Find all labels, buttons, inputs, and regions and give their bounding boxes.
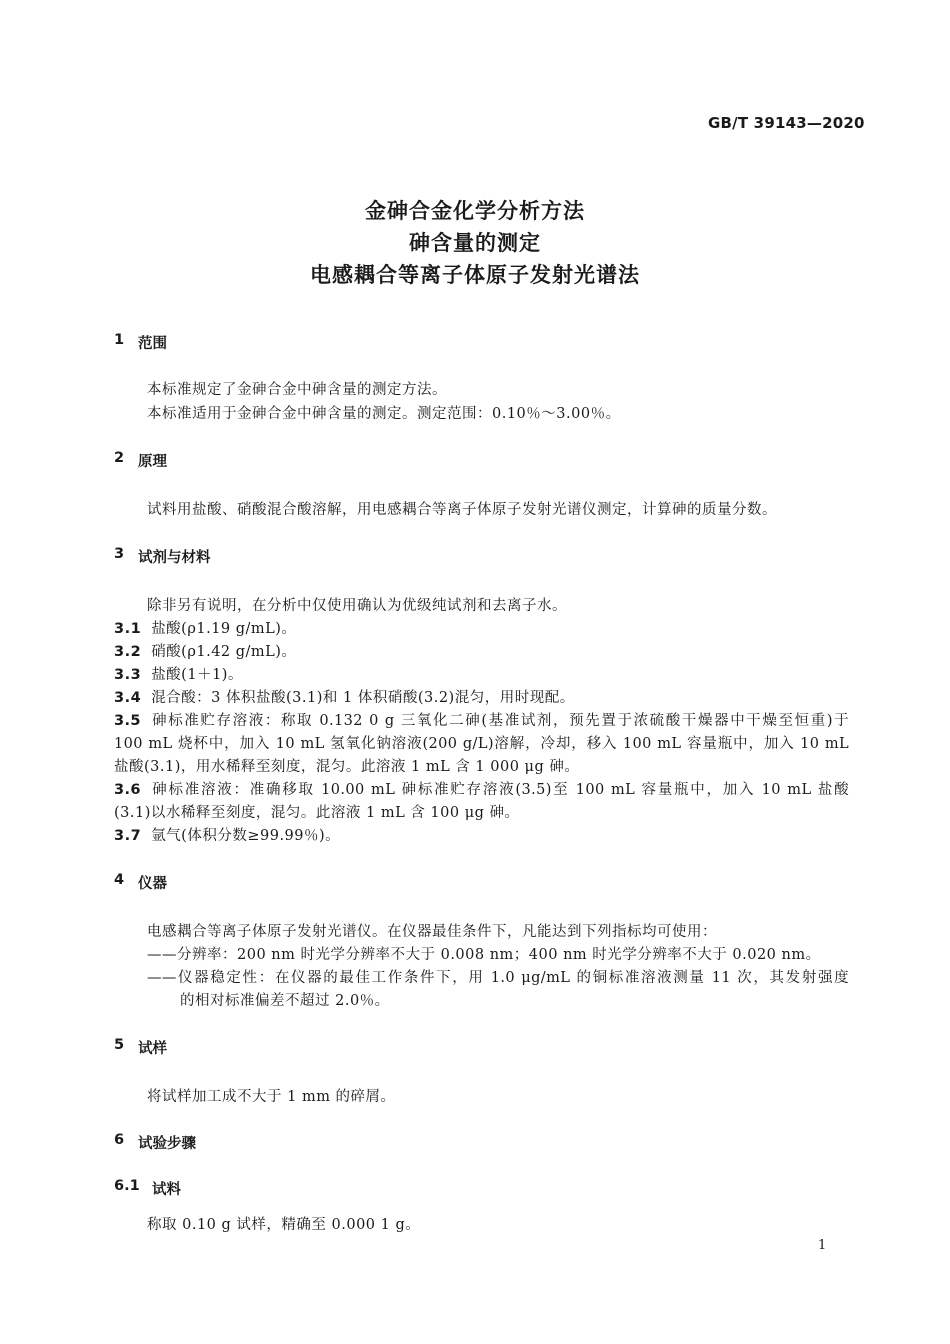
section-number: 1 [114,332,125,348]
clause-text: 混合酸：3 体积盐酸(3.1)和 1 体积硝酸(3.2)混匀，用时现配。 [151,690,575,706]
clause-text: 氩气(体积分数≥99.99％)。 [151,828,341,844]
clause-text-line-2: (3.1)以水稀释至刻度，混匀。此溶液 1 mL 含 100 μg 砷。 [114,805,520,821]
section-title: 试料 [152,1182,181,1198]
clause-3-7 [114,824,340,845]
section-3-heading [114,546,414,566]
sample-paragraph: 将试样加工成不大于 1 mm 的碎屑。 [147,1089,396,1105]
section-5-heading [114,1037,414,1057]
clause-3-2 [114,640,296,661]
section-6-heading [114,1132,414,1152]
section-number: 5 [114,1037,125,1053]
clause-3-3 [114,663,243,684]
section-number: 6.1 [114,1178,140,1194]
clause-number: 3.5 [114,713,141,729]
section-number: 2 [114,450,125,466]
section-title: 试剂与材料 [138,550,211,566]
apparatus-paragraph: 电感耦合等离子体原子发射光谱仪。在仪器最佳条件下，凡能达到下列指标均可使用： [147,924,717,940]
clause-number: 3.2 [114,644,142,660]
clause-number: 3.3 [114,667,142,683]
subsection-6-1-heading [114,1178,414,1198]
title-line-2: 砷含量的测定 [409,231,541,255]
clause-number: 3.7 [114,828,142,844]
page-number: 1 [818,1238,827,1253]
clause-3-4 [114,686,575,707]
section-title: 范围 [138,336,167,352]
standard-code: GB/T 39143—2020 [708,114,865,132]
section-number: 6 [114,1132,125,1148]
section-2-heading [114,450,414,470]
title-line-1: 金砷合金化学分析方法 [365,199,585,223]
clause-text-line-1: 砷标准溶液：准确移取 10.00 mL 砷标准贮存溶液(3.5)至 100 mL 容量瓶中，加入 10 mL 盐酸 [150,782,849,798]
clause-number: 3.1 [114,621,142,637]
scope-paragraph-1: 本标准规定了金砷合金中砷含量的测定方法。 [147,382,447,398]
clause-number: 3.4 [114,690,142,706]
clause-3-1 [114,617,296,638]
apparatus-dash-item-1: ——分辨率：200 nm 时光学分辨率不大于 0.008 nm；400 nm 时光学分辨率不大于 0.020 nm。 [147,947,821,963]
clause-text: 盐酸(1＋1)。 [151,667,243,683]
clause-text-line-2: 100 mL 烧杯中，加入 10 mL 氢氧化钠溶液(200 g/L)溶解，冷却，移入 100 mL 容量瓶中，加入 10 mL [114,736,849,752]
clause-number: 3.6 [114,782,141,798]
section-title: 试验步骤 [138,1136,196,1152]
dash-item-line-2: 的相对标准偏差不超过 2.0％。 [180,993,390,1009]
clause-text: 硝酸(ρ1.42 g/mL)。 [151,644,297,660]
section-title: 原理 [138,454,167,470]
section-number: 4 [114,872,125,888]
section-4-heading [114,872,414,892]
dash-item-line-1: ——仪器稳定性：在仪器的最佳工作条件下，用 1.0 μg/mL 的铜标准溶液测量 11 次，其发射强度 [147,970,849,986]
scope-paragraph-2: 本标准适用于金砷合金中砷含量的测定。测定范围：0.10％～3.00％。 [147,406,621,422]
section-title: 仪器 [138,876,167,892]
reagents-intro: 除非另有说明，在分析中仅使用确认为优级纯试剂和去离子水。 [147,598,567,614]
clause-text-line-1: 砷标准贮存溶液：称取 0.132 0 g 三氧化二砷(基准试剂，预先置于浓硫酸干燥器中干燥至恒重)于 [150,713,849,729]
section-number: 3 [114,546,125,562]
principle-paragraph: 试料用盐酸、硝酸混合酸溶解，用电感耦合等离子体原子发射光谱仪测定，计算砷的质量分数。 [147,502,777,518]
clause-text: 盐酸(ρ1.19 g/mL)。 [151,621,297,637]
section-title: 试样 [138,1041,167,1057]
section-1-heading [114,332,414,352]
title-line-3: 电感耦合等离子体原子发射光谱法 [310,263,640,287]
clause-text-line-3: 盐酸(3.1)，用水稀释至刻度，混匀。此溶液 1 mL 含 1 000 μg 砷。 [114,759,580,775]
test-portion-paragraph: 称取 0.10 g 试样，精确至 0.000 1 g。 [147,1217,421,1233]
